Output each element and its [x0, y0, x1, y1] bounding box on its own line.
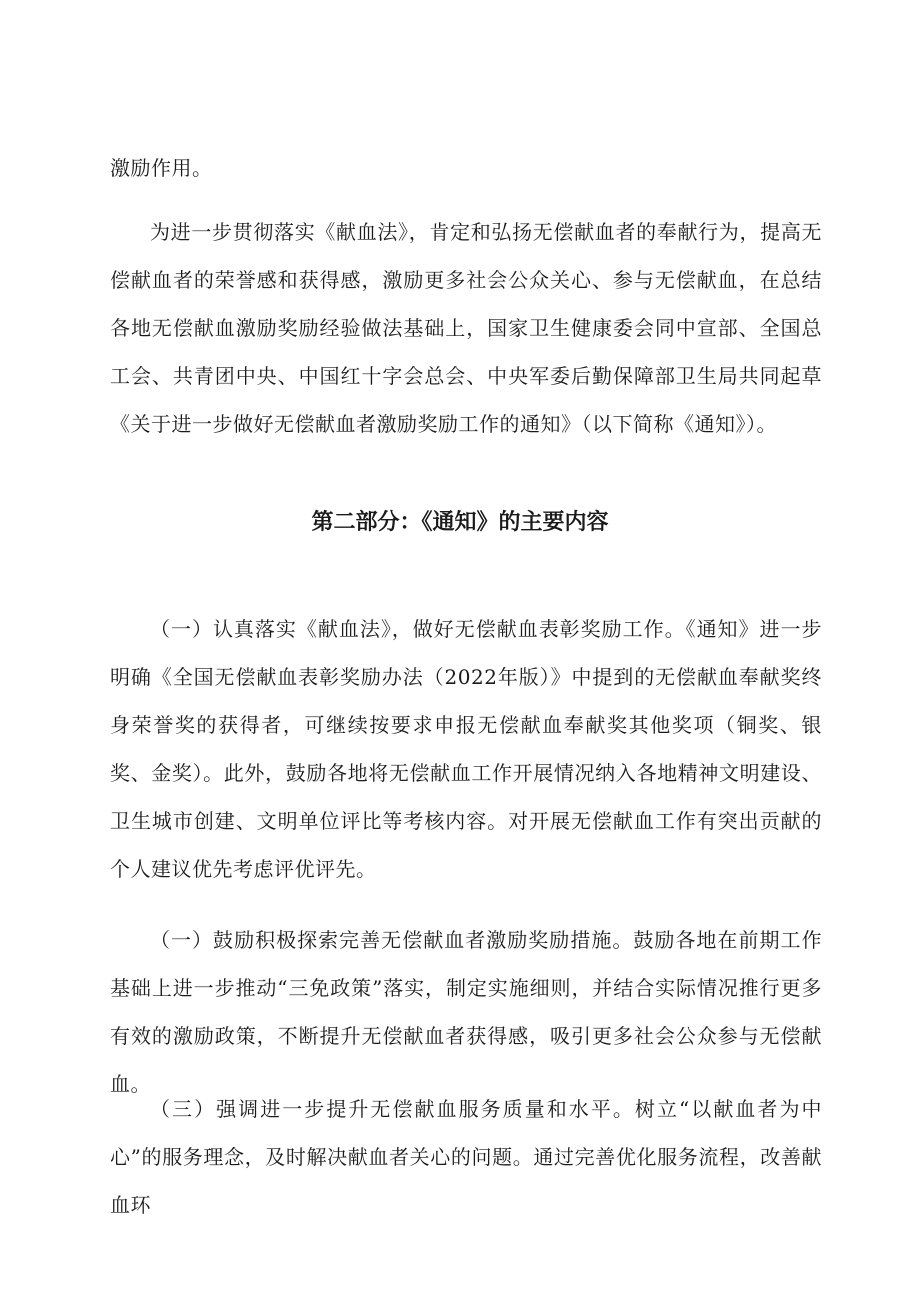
content-item-3: （三）强调进一步提升无偿献血服务质量和水平。树立“以献血者为中心”的服务理念，及时解决献血者关心的问题。通过完善优化服务流程，改善献血环 — [110, 1097, 822, 1217]
intro-paragraph: 为进一步贯彻落实《献血法》，肯定和弘扬无偿献血者的奉献行为，提高无偿献血者的荣誉感和获得感，激励更多社会公众关心、参与无偿献血，在总结各地无偿献血激励奖励经验做法基础上，国家卫生健康委会同中宣部、全国总工会、共青团中央、中国红十字会总会、中央军委后勤保障部卫生局共同起草《关于进一步做好无偿献血者激励奖励工作的通知》（以下简称《通知》）。 — [110, 220, 822, 436]
intro-tail-line: 激励作用。 — [110, 156, 213, 180]
content-item-2: （一）鼓励积极探索完善无偿献血者激励奖励措施。鼓励各地在前期工作基础上进一步推动“三免政策”落实，制定实施细则，并结合实际情况推行更多有效的激励政策，不断提升无偿献血者获得感，吸引更多社会公众参与无偿献血。 — [110, 928, 822, 1096]
content-item-1: （一）认真落实《献血法》，做好无偿献血表彰奖励工作。《通知》进一步明确《全国无偿献血表彰奖励办法（2022年版）》中提到的无偿献血奉献奖终身荣誉奖的获得者，可继续按要求申报无偿献血奉献奖其他奖项（铜奖、银奖、金奖）。此外，鼓励各地将无偿献血工作开展情况纳入各地精神文明建设、卫生城市创建、文明单位评比等考核内容。对开展无偿献血工作有突出贡献的个人建议优先考虑评优评先。 — [110, 617, 822, 881]
section-heading: 第二部分：《通知》的主要内容 — [311, 510, 609, 535]
